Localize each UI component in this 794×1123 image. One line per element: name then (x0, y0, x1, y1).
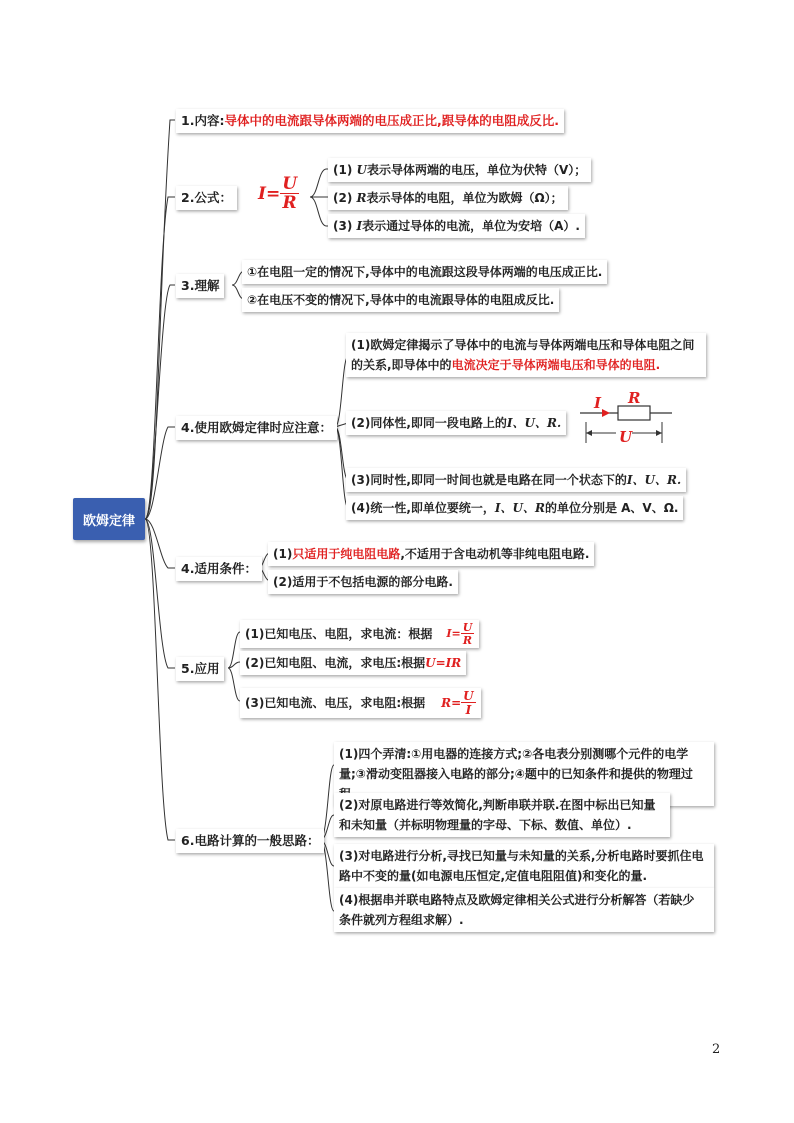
page-number: 2 (712, 1042, 721, 1057)
node-conditions[interactable]: 4.适用条件： (176, 557, 262, 581)
notes-item-3[interactable] (346, 468, 686, 492)
conditions-item-1[interactable] (268, 542, 594, 566)
notes-item-1-line-2: 的关系,即导体中的 (351, 358, 452, 372)
notes-item-1-line-1: (1)欧姆定律揭示了导体中的电流与导体两端电压和导体电阻之间 (351, 338, 695, 352)
item-text: 表示通过导体的电流，单位为安培（A）. (362, 219, 580, 233)
node-content-label: 1.内容: (181, 113, 225, 128)
item-text: 表示导体的电阻，单位为欧姆（Ω）； (366, 191, 563, 205)
node-notes[interactable]: 4.使用欧姆定律时应注意： (176, 416, 337, 440)
node-circuit-strategy[interactable]: 6.电路计算的一般思路： (176, 829, 324, 853)
understanding-item-2[interactable]: ②在电压不变的情况下,导体中的电流跟导体的电阻成反比. (242, 288, 559, 312)
formula-lhs: R= (441, 696, 462, 710)
formula-denominator: R (282, 193, 297, 213)
current-arrow (602, 409, 610, 417)
item-prefix: (1) (333, 163, 357, 177)
application-item-1[interactable] (240, 620, 479, 648)
item-text: (1)已知电压、电阻，求电流：根据 (245, 627, 433, 641)
notes-item-4[interactable] (346, 496, 683, 520)
application-item-2[interactable] (240, 651, 466, 675)
item-highlight: 只适用于纯电阻电路 (292, 547, 401, 561)
strategy-item-4-line-2: 条件就列方程组求解）. (339, 913, 464, 927)
strategy-item-2-line-2: 和未知量（并标明物理量的字母、下标、数值、单位）. (339, 818, 632, 832)
item-prefix: (3) (333, 219, 357, 233)
item-text: 表示导体两端的电压，单位为伏特（V）； (366, 163, 587, 177)
item-text: ,不适用于含电动机等非纯电阻电路. (400, 547, 590, 561)
strategy-item-3[interactable] (334, 844, 714, 888)
formula-i-u-r (258, 176, 299, 212)
application-formula-2: U=IR (425, 656, 462, 670)
formula-fraction (280, 176, 299, 212)
formula-item-2[interactable] (328, 186, 568, 210)
application-formula-3 (441, 690, 476, 716)
item-var: R (356, 191, 367, 205)
item-vars: I、U、R (494, 501, 545, 515)
current-label: I (594, 394, 602, 412)
strategy-item-2[interactable] (334, 793, 670, 837)
formula-numerator: U (463, 689, 474, 703)
formula-numerator: U (462, 621, 473, 634)
strategy-item-2-line-1: (2)对原电路进行等效简化,判断串联并联.在图中标出已知量 (339, 798, 656, 812)
formula-denominator: I (465, 703, 472, 717)
strategy-item-1-line-2: 量;③滑动变阻器接入电路的部分;④题中的已知条件和提供的物理过 (339, 767, 693, 781)
item-text: (3)已知电流、电压，求电阻:根据 (245, 696, 426, 710)
item-text: (2)同体性,即同一段电路上的 (351, 416, 507, 430)
item-vars: I、U、R. (626, 473, 682, 487)
formula-item-3[interactable] (328, 214, 585, 238)
strategy-item-4[interactable] (334, 888, 714, 932)
resistance-label: R (628, 389, 641, 407)
node-application[interactable]: 5.应用 (176, 657, 224, 681)
item-var: U (356, 163, 367, 177)
formula-fraction (461, 622, 475, 646)
understanding-item-1[interactable]: ①在电阻一定的情况下,导体中的电流跟这段导体两端的电压成正比. (242, 260, 607, 284)
formula-numerator: U (282, 174, 298, 194)
item-text: (3)同时性,即同一时间也就是电路在同一个状态下的 (351, 473, 627, 487)
formula-lhs: I= (258, 184, 281, 204)
notes-item-2[interactable] (346, 411, 566, 435)
strategy-item-1-line-1: (1)四个弄清:①用电器的连接方式;②各电表分别测哪个元件的电学 (339, 747, 689, 761)
item-text: (2)已知电阻、电流，求电压:根据 (245, 656, 426, 670)
strategy-item-3-line-1: (3)对电路进行分析,寻找已知量与未知量的关系,分析电路时要抓住电 (339, 849, 704, 863)
node-content-text: 导体中的电流跟导体两端的电压成正比,跟导体的电阻成反比. (224, 113, 559, 128)
resistor-circuit-diagram (574, 388, 674, 450)
item-prefix: (1) (273, 547, 293, 561)
conditions-item-2[interactable]: (2)适用于不包括电源的部分电路. (268, 570, 458, 594)
notes-item-1[interactable] (346, 333, 706, 377)
item-vars: I、U、R. (506, 416, 562, 430)
voltage-arrow-left (586, 430, 592, 436)
voltage-label: U (619, 428, 633, 446)
item-text-rest: 的单位分别是 A、V、Ω. (544, 501, 679, 515)
application-formula-1 (446, 622, 474, 646)
item-text: (4)统一性,即单位要统一， (351, 501, 495, 515)
item-var: I (356, 219, 363, 233)
node-understanding[interactable]: 3.理解 (176, 274, 224, 298)
formula-lhs: I= (446, 627, 461, 640)
resistor-symbol (618, 406, 650, 420)
node-formula[interactable]: 2.公式： (176, 186, 237, 210)
notes-item-1-highlight: 电流决定于导体两端电压和导体的电阻. (451, 358, 661, 372)
item-prefix: (2) (333, 191, 357, 205)
formula-item-1[interactable] (328, 158, 591, 182)
application-item-3[interactable] (240, 688, 481, 718)
root-node[interactable]: 欧姆定律 (73, 498, 145, 540)
node-content[interactable] (176, 109, 564, 133)
strategy-item-3-line-2: 路中不变的量(如电源电压恒定,定值电阻阻值)和变化的量. (339, 869, 648, 883)
voltage-arrow-right (656, 430, 662, 436)
formula-fraction (461, 690, 475, 716)
formula-denominator: R (462, 634, 473, 647)
strategy-item-4-line-1: (4)根据串并联电路特点及欧姆定律相关公式进行分析解答（若缺少 (339, 893, 695, 907)
